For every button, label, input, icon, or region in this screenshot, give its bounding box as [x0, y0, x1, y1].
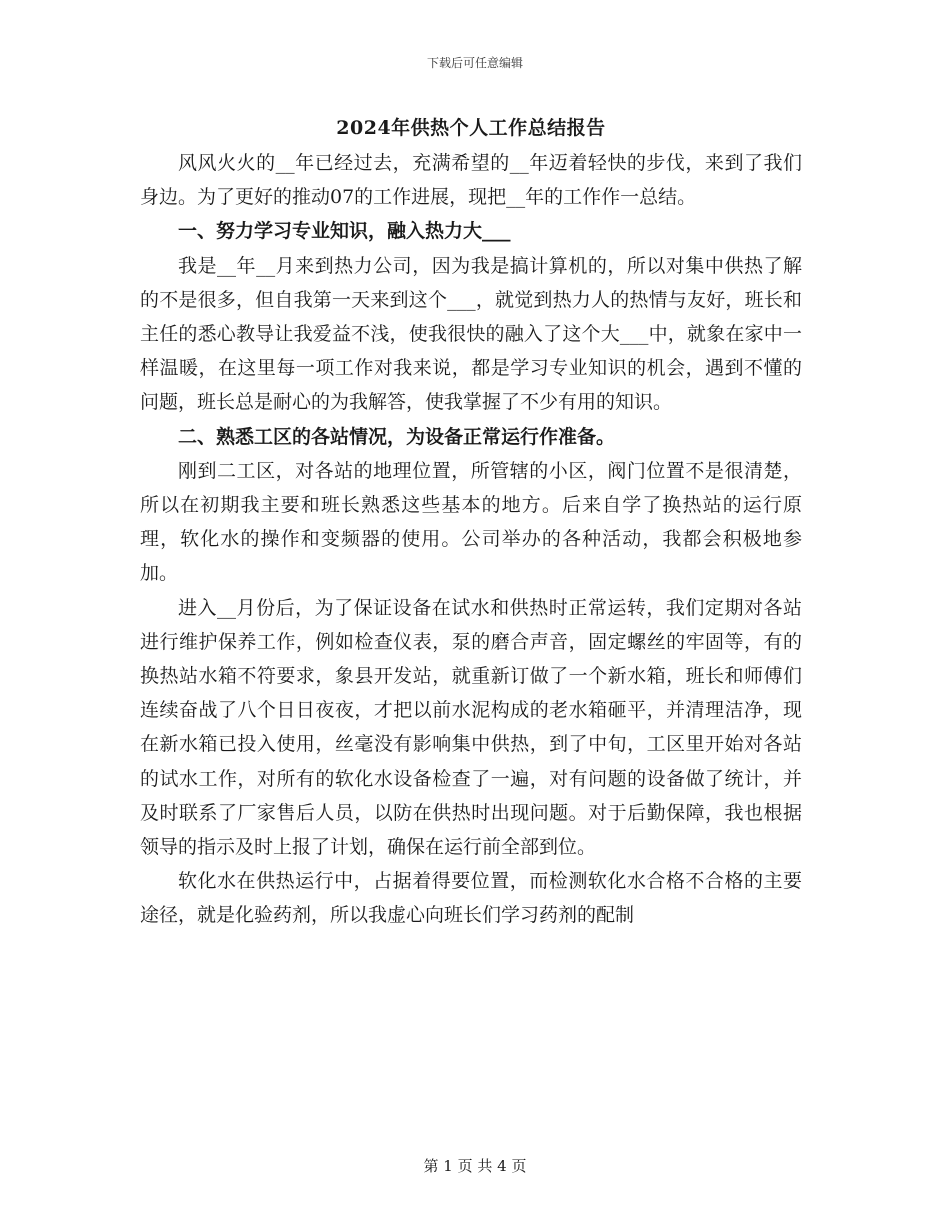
paragraph-section-2-b: 进入__月份后，为了保证设备在试水和供热时正常运转，我们定期对各站进行维护保养工作，例如检查仪表，泵的磨合声音，固定螺丝的牢固等，有的换热站水箱不符要求，象县开发站，就重新订做了一个新水箱，班长和师傅们连续奋战了八个日日夜夜，才把以前水泥构成的老水箱砸平，并清理洁净，现在新水箱已投入使用，丝毫没有影响集中供热，到了中旬，工区里开始对各站的试水工作，对所有的软化水设备检查了一遍，对有问题的设备做了统计，并及时联系了厂家售后人员，以防在供热时出现问题。对于后勤保障，我也根据领导的指示及时上报了计划，确保在运行前全部到位。: [140, 596, 802, 859]
document-body: [140, 112, 802, 933]
paragraph-section-2-c: 软化水在供热运行中，占据着得要位置，而检测软化水合格不合格的主要途径，就是化验药剂，所以我虚心向班长们学习药剂的配制: [140, 870, 802, 927]
page-header-note: 下载后可任意编辑: [426, 56, 523, 70]
paragraph-section-2-a: 刚到二工区，对各站的地理位置，所管辖的小区，阀门位置不是很清楚，所以在初期我主要和班长熟悉这些基本的地方。后来自学了换热站的运行原理，软化水的操作和变频器的使用。公司举办的各种活动，我都会积极地参加。: [140, 459, 802, 585]
document-title: 2024年供热个人工作总结报告: [336, 117, 606, 139]
paragraph-section-1: 我是__年__月来到热力公司，因为我是搞计算机的，所以对集中供热了解的不是很多，但自我第一天来到这个___，就觉到热力人的热情与友好，班长和主任的悉心教导让我爱益不浅，使我很快的融入了这个大___中，就象在家中一样温暖，在这里每一项工作对我来说，都是学习专业知识的机会，遇到不懂的问题，班长总是耐心的为我解答，使我掌握了不少有用的知识。: [140, 254, 802, 414]
page-number-footer: 第 1 页 共 4 页: [423, 1157, 527, 1175]
section-heading-1: 一、努力学习专业知识，融入热力大___: [178, 220, 511, 243]
section-heading-2: 二、熟悉工区的各站情况，为设备正常运行作准备。: [178, 425, 616, 448]
paragraph-intro: 风风火火的__年已经过去，充满希望的__年迈着轻快的步伐，来到了我们身边。为了更好的推动07的工作进展，现把__年的工作作一总结。: [140, 152, 802, 209]
